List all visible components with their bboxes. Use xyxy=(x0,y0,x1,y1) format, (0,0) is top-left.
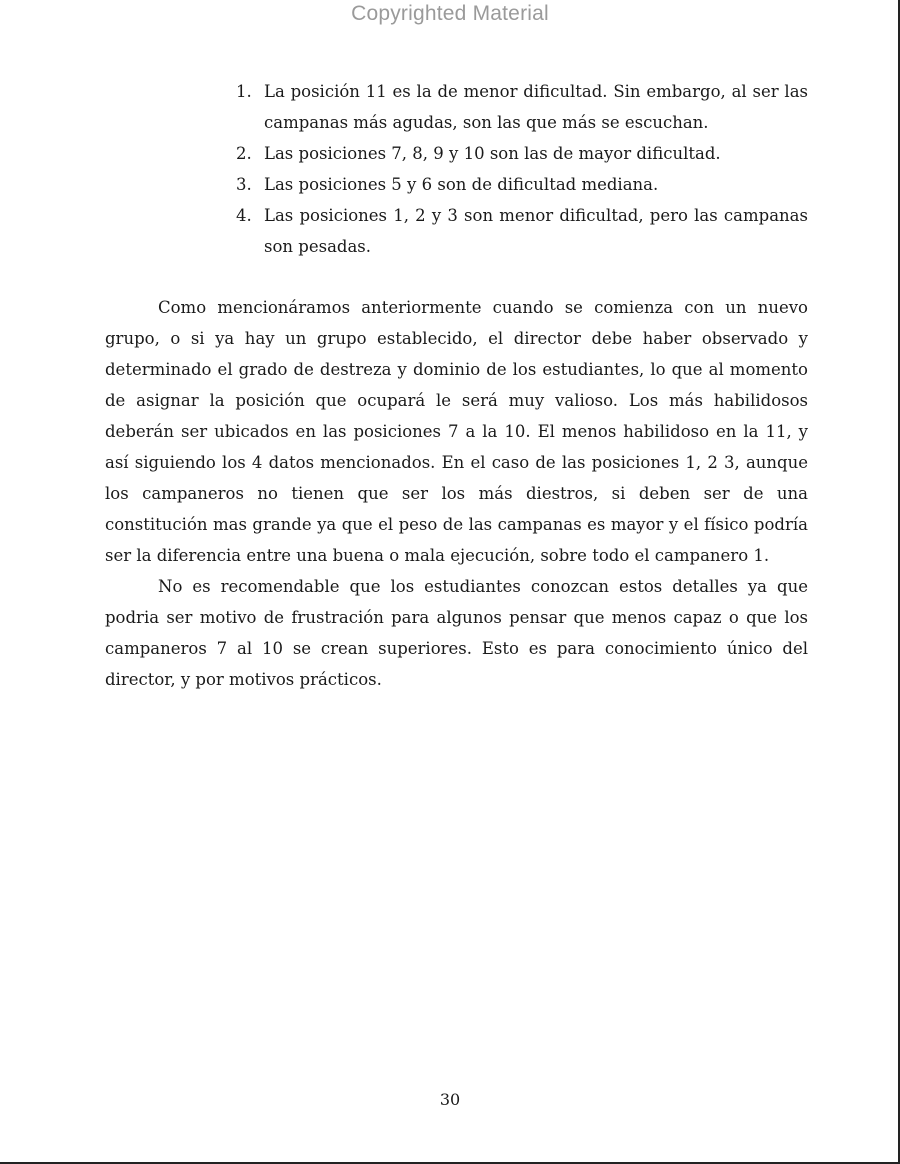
list-item-text: Las posiciones 1, 2 y 3 son menor dificultad, pero las campanas son pesadas. xyxy=(264,206,808,256)
numbered-list xyxy=(236,76,808,262)
page-number: 30 xyxy=(439,1090,461,1109)
list-item-number: 2. xyxy=(236,144,252,163)
list-item xyxy=(236,200,808,262)
list-item-number: 3. xyxy=(236,175,252,194)
body-text xyxy=(105,292,808,695)
list-item-text: Las posiciones 5 y 6 son de dificultad mediana. xyxy=(264,175,659,194)
paragraph: Como mencionáramos anteriormente cuando se comienza con un nuevo grupo, o si ya hay un grupo establecido, el director debe haber observado y determinado el grado de destreza y dominio de los estudiantes, lo que al momento de asignar la posición que ocupará le será muy valioso. Los más habilidosos deberán ser ubicados en las posiciones 7 a la 10. El menos habilidoso en la 11, y así siguiendo los 4 datos mencionados. En el caso de las posiciones 1, 2 3, aunque los campaneros no tienen que ser los más diestros, si deben ser de una constitución mas grande ya que el peso de las campanas es mayor y el físico podría ser la diferencia entre una buena o mala ejecución, sobre todo el campanero 1. xyxy=(105,298,808,565)
list-item xyxy=(236,169,808,200)
paragraph: No es recomendable que los estudiantes conozcan estos detalles ya que podria ser motivo de frustración para algunos pensar que menos capaz o que los campaneros 7 al 10 se crean superiores. Esto es para conocimiento único del director, y por motivos prácticos. xyxy=(105,577,808,689)
list-item xyxy=(236,138,808,169)
list-item xyxy=(236,76,808,138)
list-item-number: 4. xyxy=(236,206,252,225)
list-item-number: 1. xyxy=(236,82,252,101)
copyright-watermark: Copyrighted Material xyxy=(351,2,549,25)
list-item-text: Las posiciones 7, 8, 9 y 10 son las de mayor dificultad. xyxy=(264,144,721,163)
list-item-text: La posición 11 es la de menor dificultad. Sin embargo, al ser las campanas más agudas, son las que más se escuchan. xyxy=(264,82,808,132)
